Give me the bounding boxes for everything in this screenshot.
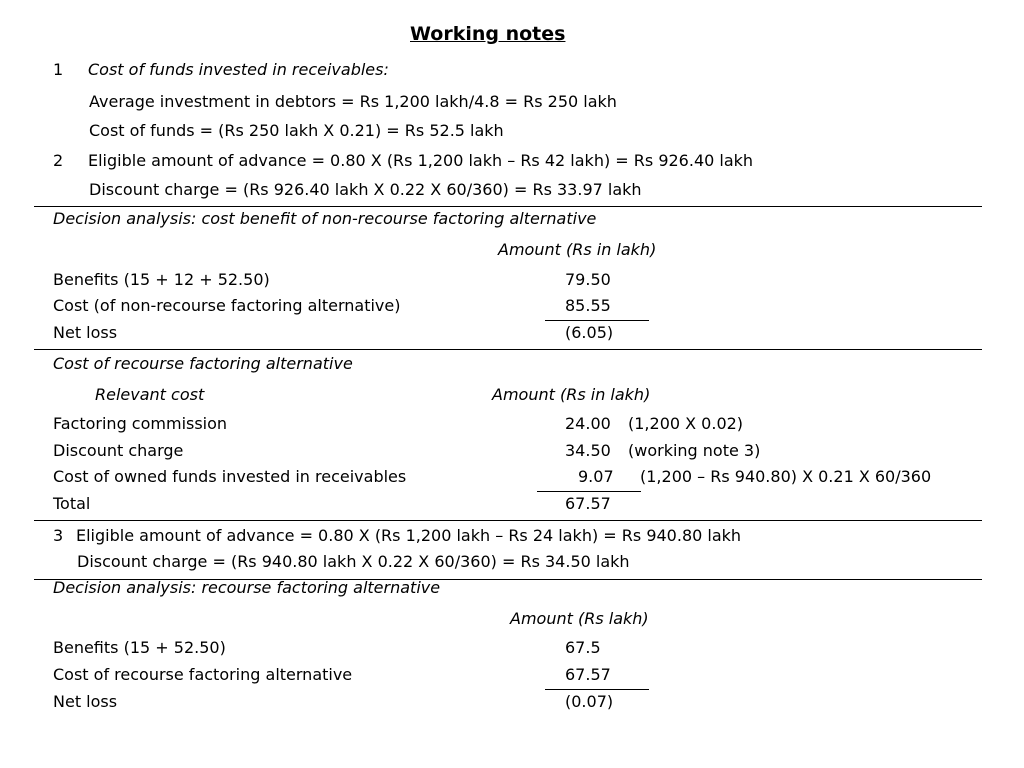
section-2-column-label: Relevant cost [95,385,205,404]
note-1-line-1: Average investment in debtors = Rs 1,200 lakh/4.8 = Rs 250 lakh [89,92,617,111]
section-2-heading: Cost of recourse factoring alternative [53,354,353,373]
section-2-row-value: 9.07 [578,467,614,486]
section-3-row-value: 67.57 [565,665,611,684]
page-title: Working notes [410,23,566,45]
note-3-number: 3 [53,526,64,545]
section-2-underline [537,491,641,492]
section-2-row-note: (1,200 X 0.02) [628,414,744,433]
section-3-row-label: Net loss [53,692,118,711]
section-2-row-label: Discount charge [53,441,184,460]
section-1-underline [545,320,649,321]
note-1-line-2: Cost of funds = (Rs 250 lakh X 0.21) = Rs 52.5 lakh [89,121,504,140]
section-1-heading: Decision analysis: cost benefit of non-recourse factoring alternative [53,209,597,228]
note-2-line-1: Eligible amount of advance = 0.80 X (Rs 1,200 lakh – Rs 42 lakh) = Rs 926.40 lakh [88,151,754,170]
divider-1 [34,206,982,207]
section-3-row-label: Cost of recourse factoring alternative [53,665,353,684]
section-2-row-value: 34.50 [565,441,611,460]
section-3-row-label: Benefits (15 + 52.50) [53,638,226,657]
note-1-heading: Cost of funds invested in receivables: [88,60,389,79]
section-1-row-label: Net loss [53,323,118,342]
section-3-heading: Decision analysis: recourse factoring alternative [53,578,441,597]
section-1-row-value: 85.55 [565,296,611,315]
section-2-row-value: 67.57 [565,494,611,513]
section-2-amount-header: Amount (Rs in lakh) [492,385,651,404]
divider-2 [34,349,982,350]
section-2-row-label: Factoring commission [53,414,228,433]
section-3-row-value: 67.5 [565,638,601,657]
section-3-amount-header: Amount (Rs lakh) [510,609,649,628]
section-2-row-label: Cost of owned funds invested in receivables [53,467,407,486]
section-1-row-label: Cost (of non-recourse factoring alternative) [53,296,401,315]
note-3-line-1: Eligible amount of advance = 0.80 X (Rs 1,200 lakh – Rs 24 lakh) = Rs 940.80 lakh [76,526,742,545]
note-1-number: 1 [53,60,64,79]
note-2-number: 2 [53,151,64,170]
section-2-row-value: 24.00 [565,414,611,433]
section-3-underline [545,689,649,690]
section-2-row-note: (working note 3) [628,441,761,460]
note-3-line-2: Discount charge = (Rs 940.80 lakh X 0.22 X 60/360) = Rs 34.50 lakh [77,552,630,571]
section-1-amount-header: Amount (Rs in lakh) [498,240,657,259]
note-2-line-2: Discount charge = (Rs 926.40 lakh X 0.22 X 60/360) = Rs 33.97 lakh [89,180,642,199]
section-2-row-label: Total [53,494,91,513]
section-1-row-value: 79.50 [565,270,611,289]
divider-3 [34,520,982,521]
section-1-row-value: (6.05) [565,323,614,342]
section-3-row-value: (0.07) [565,692,614,711]
section-1-row-label: Benefits (15 + 12 + 52.50) [53,270,270,289]
section-2-row-note: (1,200 – Rs 940.80) X 0.21 X 60/360 [640,467,932,486]
